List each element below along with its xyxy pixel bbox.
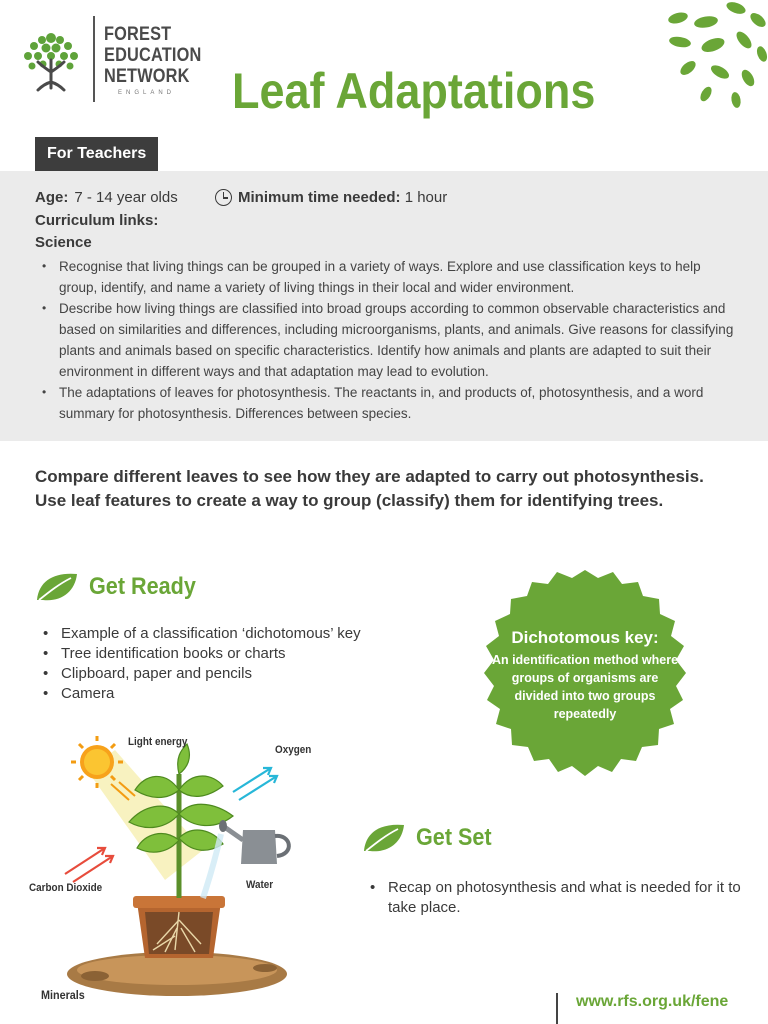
clock-icon (215, 189, 232, 206)
age-value: 7 - 14 year olds (74, 189, 178, 206)
photosynthesis-diagram (25, 730, 345, 1010)
time-row (215, 189, 447, 206)
carbon-dioxide-label: Carbon Dioxide (29, 882, 103, 894)
get-ready-heading (35, 570, 208, 604)
list-item: • Recognise that living things can be grouped in a variety of ways. Explore and use classification keys to help group, identify, and name a variety of living things in their local and wider environment. (42, 256, 742, 298)
time-value: 1 hour (404, 189, 448, 206)
lesson-info-panel (0, 171, 768, 441)
logo-line: NETWORK (104, 66, 190, 87)
logo-divider (93, 16, 95, 102)
leaf-icon (35, 570, 79, 604)
fene-logo (18, 16, 208, 104)
age-label: Age: (35, 189, 69, 206)
list-item: • Camera (35, 684, 435, 704)
get-ready-list (35, 624, 435, 704)
list-item: • Tree identification books or charts (35, 644, 435, 664)
water-label: Water (246, 879, 274, 891)
list-item: • The adaptations of leaves for photosynthesis. The reactants in, and products of, photosynthesis, and a word summary for photosynthesis. Differences between species. (42, 382, 742, 424)
plant-illustration (25, 730, 345, 1010)
time-label: Minimum time needed: (238, 189, 401, 206)
curriculum-label: Curriculum links: (35, 212, 159, 229)
subject-label: Science (35, 234, 92, 251)
callout-body: An identification method where groups of organisms are divided into two groups repeatedly (491, 653, 679, 721)
website-link[interactable]: www.rfs.org.uk/fene (576, 993, 729, 1010)
minerals-label: Minerals (41, 988, 85, 1002)
age-row (35, 189, 178, 206)
logo-wordmark (104, 24, 201, 87)
curriculum-points (42, 256, 742, 424)
callout-title: Dichotomous key: (511, 628, 659, 647)
logo-line: FOREST (104, 24, 172, 45)
leaves-decoration-icon (658, 0, 768, 110)
leaf-icon (362, 821, 406, 855)
list-item: • Recap on photosynthesis and what is needed for it to take place. (362, 878, 742, 918)
page-title: Leaf Adaptations (232, 63, 596, 119)
section-title: Get Ready (89, 573, 196, 600)
get-set-heading (362, 821, 500, 855)
dichotomous-key-callout (470, 628, 700, 723)
logo-line: EDUCATION (104, 45, 202, 66)
list-item: • Clipboard, paper and pencils (35, 664, 435, 684)
logo-subtitle: ENGLAND (118, 90, 176, 96)
get-set-list (362, 878, 742, 918)
list-item: • Describe how living things are classified into broad groups according to common observable characteristics and based on similarities and differences, including microorganisms, plants, and animals. Give reasons for classifying plants and animals based on specific characteristics. Identify how animals and plants are adapted to suit their environment in different ways and that adaptation may lead to evolution. (42, 298, 742, 382)
oxygen-label: Oxygen (275, 744, 312, 756)
for-teachers-badge: For Teachers (35, 137, 158, 171)
footer-divider (556, 993, 558, 1024)
list-item: • Example of a classification ‘dichotomous’ key (35, 624, 435, 644)
intro-text: Compare different leaves to see how they are adapted to carry out photosynthesis. Use leaf features to create a way to group (classify) them for identifying trees. (35, 467, 704, 510)
light-energy-label: Light energy (128, 736, 188, 748)
tree-logo-icon (18, 26, 84, 96)
section-title: Get Set (416, 824, 492, 851)
